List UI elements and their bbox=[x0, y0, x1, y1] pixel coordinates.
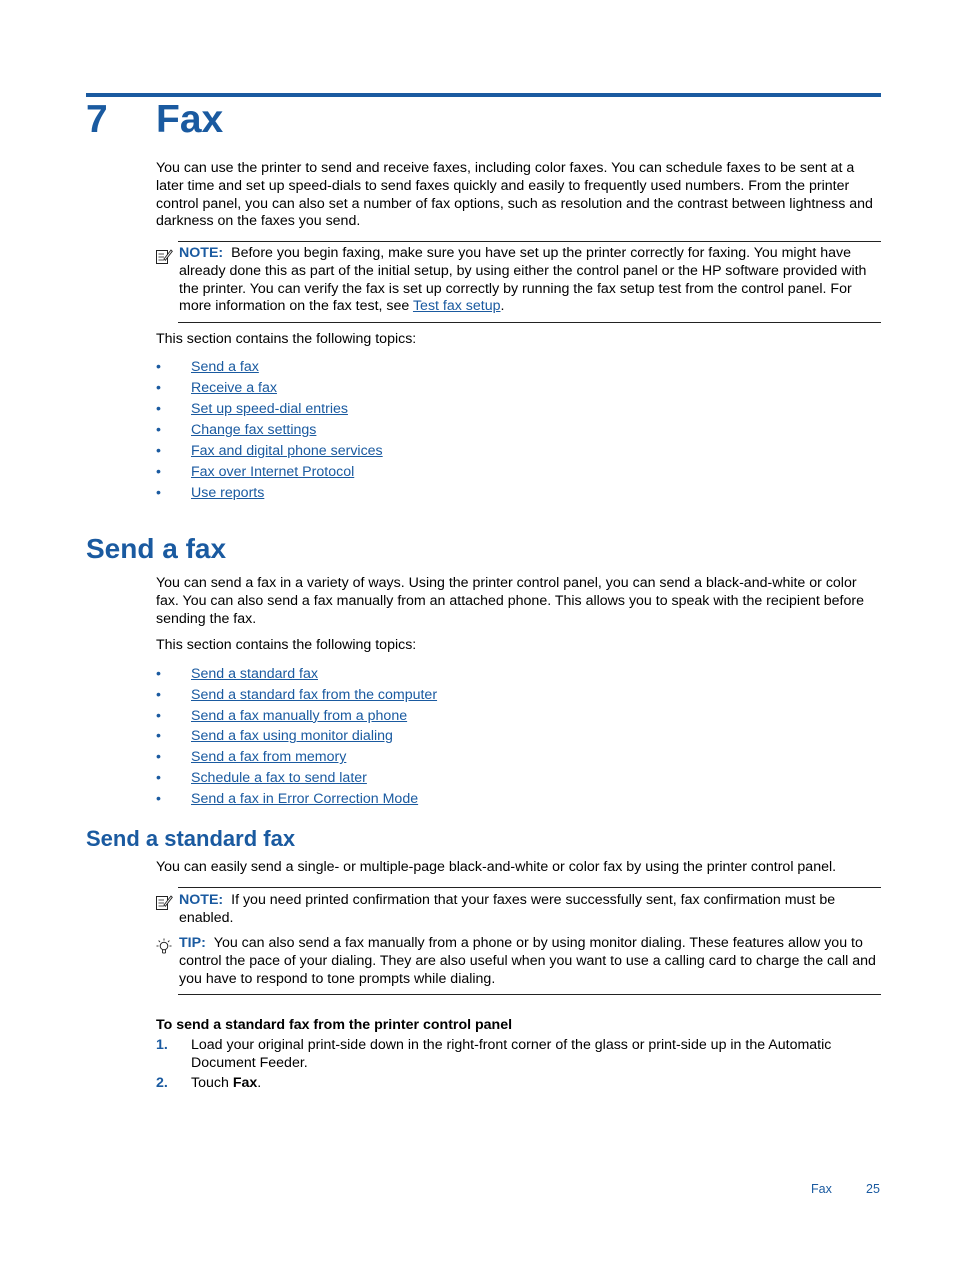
footer-section: Fax bbox=[811, 1182, 832, 1196]
bullet: • bbox=[156, 401, 161, 417]
note-icon bbox=[155, 247, 173, 265]
note-body bbox=[179, 245, 881, 316]
topic-link[interactable]: Send a fax manually from a phone bbox=[191, 707, 408, 724]
bullet: • bbox=[156, 707, 161, 724]
topic-link[interactable]: Send a fax from memory bbox=[191, 749, 347, 766]
topic-link[interactable]: Fax over Internet Protocol bbox=[191, 464, 355, 480]
topic-link[interactable]: Set up speed-dial entries bbox=[191, 401, 348, 417]
topic-link[interactable]: Fax and digital phone services bbox=[191, 443, 383, 459]
note-end: . bbox=[500, 298, 505, 315]
note-label: NOTE: bbox=[179, 892, 224, 908]
bullet: • bbox=[156, 422, 161, 438]
chapter-number: 7 bbox=[86, 98, 108, 141]
bullet: • bbox=[156, 769, 161, 786]
list-item bbox=[156, 666, 882, 687]
note-top-rule bbox=[178, 241, 881, 242]
step-number: 1. bbox=[156, 1037, 168, 1053]
step-bold-term: Fax bbox=[232, 1075, 258, 1091]
send-fax-topics-list bbox=[156, 666, 882, 812]
note-body bbox=[179, 892, 881, 928]
standard-fax-paragraph: You can easily send a single- or multiple-page black-and-white or color fax by using the printer control panel. bbox=[156, 859, 837, 875]
lightbulb-icon bbox=[155, 938, 173, 956]
list-item bbox=[156, 359, 882, 380]
note-bottom-rule bbox=[178, 322, 881, 323]
topic-link[interactable]: Send a fax bbox=[191, 359, 259, 375]
tip-label: TIP: bbox=[179, 935, 206, 951]
chapter-title: Fax bbox=[156, 98, 224, 141]
tip-body bbox=[179, 935, 881, 988]
step-text-after: . bbox=[257, 1075, 262, 1091]
note-text: If you need printed confirmation that your faxes were successfully sent, fax confirmation must be enabled. bbox=[179, 892, 836, 926]
procedure-title: To send a standard fax from the printer control panel bbox=[156, 1017, 513, 1033]
footer-page-number: 25 bbox=[866, 1182, 880, 1196]
bullet: • bbox=[156, 749, 161, 766]
topic-link[interactable]: Send a fax in Error Correction Mode bbox=[191, 790, 419, 807]
section-heading-send-a-fax: Send a fax bbox=[86, 533, 227, 564]
topic-link[interactable]: Schedule a fax to send later bbox=[191, 769, 367, 786]
list-item bbox=[156, 380, 882, 401]
list-item bbox=[156, 749, 882, 770]
bullet: • bbox=[156, 359, 161, 375]
note-label: NOTE: bbox=[179, 245, 224, 261]
list-item bbox=[156, 464, 882, 485]
note-icon bbox=[155, 893, 173, 911]
subsection-heading-standard-fax: Send a standard fax bbox=[86, 826, 296, 851]
list-item bbox=[156, 770, 882, 791]
bullet: • bbox=[156, 728, 161, 745]
chapter-topics-list bbox=[156, 359, 882, 506]
list-item bbox=[156, 485, 882, 506]
topic-link[interactable]: Use reports bbox=[191, 485, 265, 501]
bullet: • bbox=[156, 790, 161, 807]
list-item bbox=[156, 443, 882, 464]
tip-text: You can also send a fax manually from a phone or by using monitor dialing. These features allow you to control the pace of your dialing. They are also useful when you want to use a calling card to charge the call and you have to respond to tone prompts while dialing. bbox=[179, 935, 876, 987]
topic-link[interactable]: Change fax settings bbox=[191, 422, 317, 438]
bullet: • bbox=[156, 485, 161, 501]
step-text: Load your original print-side down in the right-front corner of the glass or print-side up in the Automatic Document Feeder. bbox=[191, 1037, 832, 1071]
bullet: • bbox=[156, 464, 161, 480]
bullet: • bbox=[156, 443, 161, 459]
topic-link[interactable]: Send a standard fax bbox=[191, 666, 318, 682]
topic-link[interactable]: Receive a fax bbox=[191, 380, 277, 396]
intro-paragraph: You can use the printer to send and receive faxes, including color faxes. You can schedule faxes to be sent at a later time and set up speed-dials to send faxes quickly and easily to frequently used numbers. From the printer control panel, you can also set a number of fax options, such as resolution and the contrast between lightness and darkness on the faxes you send. bbox=[156, 160, 873, 230]
note-text: Before you begin faxing, make sure you have set up the printer correctly for faxing. You might have already done this as part of the initial setup, by using either the control panel or the HP software provided with the printer. You can verify the fax is set up correctly by running the fax setup test from the control panel. For more information on the fax test, see bbox=[179, 245, 867, 315]
list-item bbox=[156, 422, 882, 443]
list-item bbox=[156, 791, 882, 812]
test-fax-setup-link[interactable]: Test fax setup bbox=[412, 298, 501, 315]
tip-bottom-rule bbox=[178, 994, 881, 995]
bullet: • bbox=[156, 686, 161, 703]
topic-link[interactable]: Send a fax using monitor dialing bbox=[191, 728, 393, 745]
list-item bbox=[156, 401, 882, 422]
list-item bbox=[156, 708, 882, 729]
topic-link[interactable]: Send a standard fax from the computer bbox=[191, 686, 438, 703]
step-text bbox=[191, 1075, 881, 1093]
bullet: • bbox=[156, 666, 161, 682]
topics-intro: This section contains the following topics: bbox=[156, 331, 417, 347]
chapter-rule bbox=[86, 93, 881, 97]
note-top-rule bbox=[178, 887, 881, 888]
list-item bbox=[156, 728, 882, 749]
step-text-before: Touch bbox=[191, 1075, 233, 1091]
step-number: 2. bbox=[156, 1075, 168, 1091]
bullet: • bbox=[156, 380, 161, 396]
list-item bbox=[156, 687, 882, 708]
send-fax-topics-intro: This section contains the following topics: bbox=[156, 637, 417, 653]
send-fax-paragraph: You can send a fax in a variety of ways. Using the printer control panel, you can send a black-and-white or color fax. You can also send a fax manually from an attached phone. This allows you to speak with the recipient before sending the fax. bbox=[156, 575, 864, 627]
